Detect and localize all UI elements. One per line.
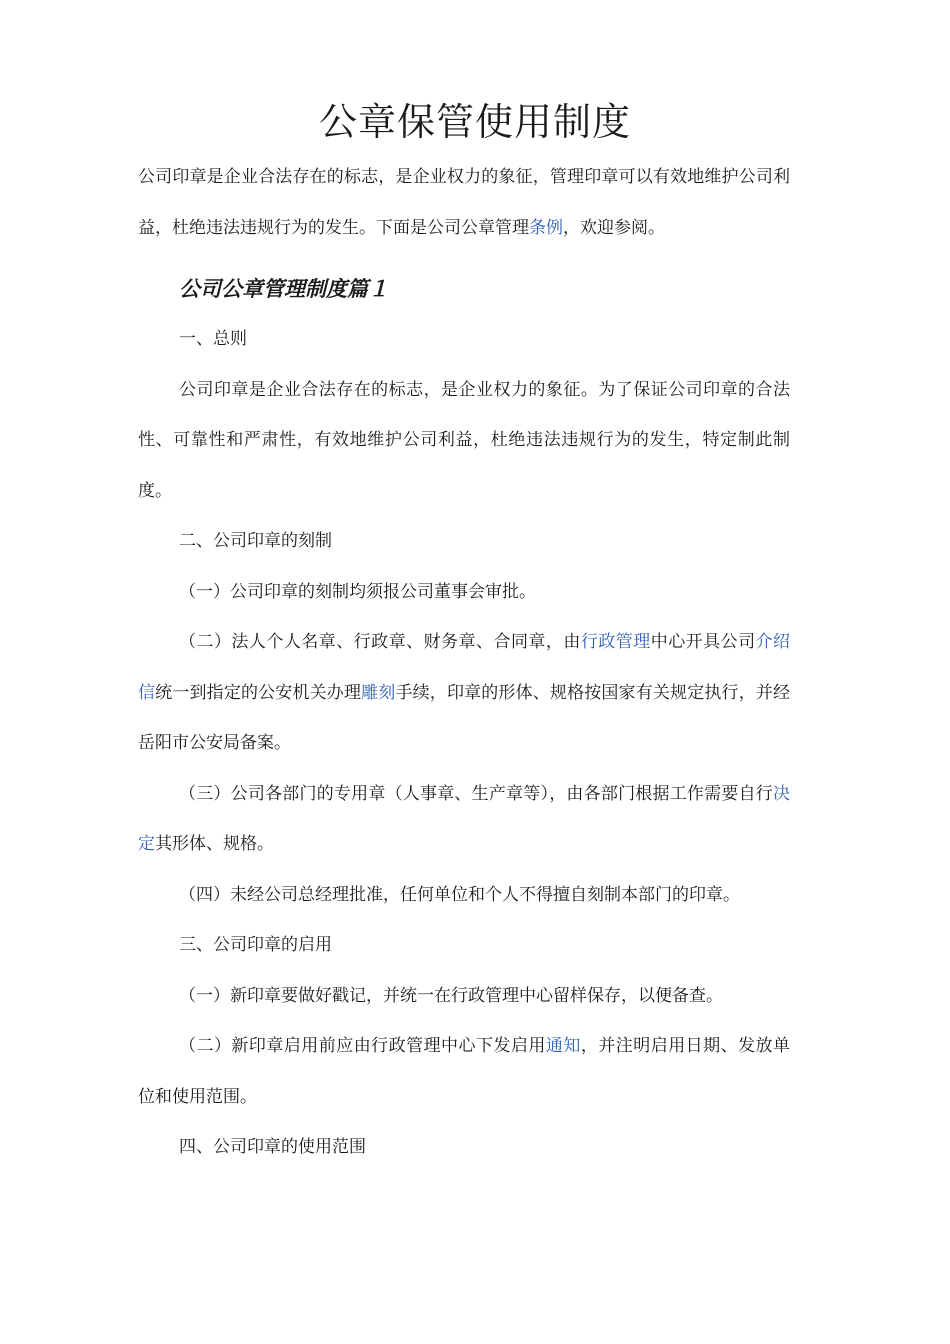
text-segment: ，并注明启用日期、发放单位和使用范围。 <box>138 1036 791 1107</box>
link-engrave[interactable]: 雕刻 <box>361 682 396 703</box>
heading-activation: 三、公司印章的启用 <box>179 935 332 955</box>
text-segment: 其形体、规格。 <box>155 834 274 854</box>
paragraph-engraving-3 <box>138 769 790 870</box>
text-segment: （二）法人个人名章、行政章、财务章、合同章，由 <box>179 632 581 652</box>
text-segment: （三）公司各部门的专用章（人事章、生产章等），由各部门根据工作需要自行 <box>179 783 773 804</box>
paragraph-general: 公司印章是企业合法存在的标志，是企业权力的象征。为了保证公司印章的合法性、可靠性和严肃性，有效地维护公司利益，杜绝违法违规行为的发生，特定制此制度。 <box>138 379 790 501</box>
document-body <box>138 152 790 1173</box>
link-admin-management[interactable]: 行政管理 <box>580 632 651 652</box>
link-decide[interactable]: 决定 <box>138 783 790 854</box>
heading-usage-scope: 四、公司印章的使用范围 <box>179 1137 366 1157</box>
document-title: 公章保管使用制度 <box>318 100 631 144</box>
intro-paragraph <box>138 152 790 253</box>
paragraph-engraving-1: （一）公司印章的刻制均须报公司董事会审批。 <box>179 581 536 602</box>
text-segment: 统一到指定的公安机关办理 <box>155 682 362 703</box>
paragraph-engraving-4: （四）未经公司总经理批准，任何单位和个人不得擅自刻制本部门的印章。 <box>179 884 740 905</box>
section-heading: 公司公章管理制度篇１ <box>179 277 389 301</box>
paragraph-engraving-2 <box>138 617 790 769</box>
heading-engraving: 二、公司印章的刻制 <box>179 531 332 551</box>
heading-general: 一、总则 <box>179 329 247 349</box>
link-introduction-letter[interactable]: 介绍信 <box>138 632 791 703</box>
paragraph-activation-1: （一）新印章要做好戳记，并统一在行政管理中心留样保存，以便备查。 <box>179 985 723 1006</box>
text-segment: （二）新印章启用前应由行政管理中心下发启用 <box>179 1036 546 1056</box>
link-notice[interactable]: 通知 <box>545 1036 581 1056</box>
text-segment: 中心开具公司 <box>650 632 756 652</box>
link-tiaoli[interactable]: 条例 <box>529 217 563 238</box>
intro-text-1: 公司印章是企业合法存在的标志，是企业权力的象征，管理印章可以有效地维护公司利益，杜绝违法违规行为的发生。下面是公司公章管理 <box>138 167 790 238</box>
paragraph-activation-2 <box>138 1021 790 1122</box>
text-segment: 手续，印章的形体、规格按国家有关规定执行，并经岳阳市公安局备案。 <box>138 682 791 753</box>
intro-text-2: ，欢迎参阅。 <box>563 217 665 238</box>
